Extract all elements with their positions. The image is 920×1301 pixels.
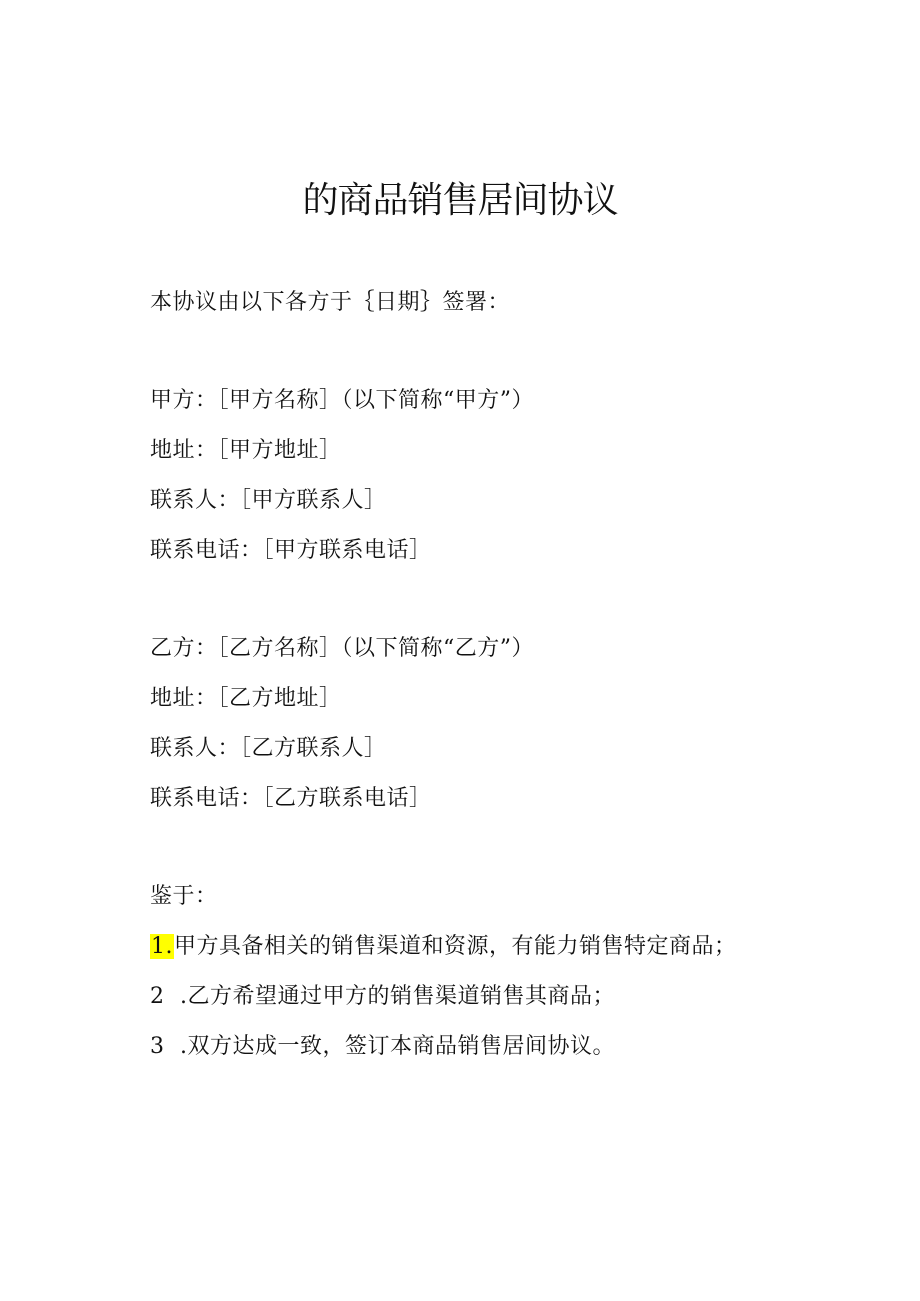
whereas-item-text: .乙方希望通过甲方的销售渠道销售其商品； bbox=[180, 984, 615, 1009]
document-title: 的商品销售居间协议 bbox=[302, 180, 618, 221]
party-b-address: 地址：［乙方地址］ bbox=[150, 686, 342, 711]
whereas-item-2 bbox=[150, 982, 615, 1012]
party-a-contact: 联系人：［甲方联系人］ bbox=[150, 488, 387, 513]
intro-text: 本协议由以下各方于｛日期｝签署： bbox=[150, 290, 511, 315]
whereas-item-text: 甲方具备相关的销售渠道和资源，有能力销售特定商品； bbox=[174, 934, 737, 959]
whereas-item-1 bbox=[150, 932, 737, 962]
whereas-item-3 bbox=[150, 1032, 615, 1062]
whereas-item-text: .双方达成一致，签订本商品销售居间协议。 bbox=[180, 1034, 615, 1059]
party-b-phone: 联系电话：［乙方联系电话］ bbox=[150, 786, 432, 811]
party-b-name: 乙方：［乙方名称］（以下简称“乙方”） bbox=[150, 636, 534, 661]
party-a-phone: 联系电话：［甲方联系电话］ bbox=[150, 538, 432, 563]
whereas-heading: 鉴于： bbox=[150, 884, 218, 909]
party-a-address: 地址：［甲方地址］ bbox=[150, 438, 342, 463]
highlighted-item-number: 1. bbox=[151, 934, 173, 959]
party-a-name: 甲方：［甲方名称］（以下简称“甲方”） bbox=[150, 388, 534, 413]
whereas-item-number: 3 bbox=[150, 1034, 165, 1059]
whereas-item-number: 2 bbox=[150, 984, 165, 1009]
party-b-contact: 联系人：［乙方联系人］ bbox=[150, 736, 387, 761]
